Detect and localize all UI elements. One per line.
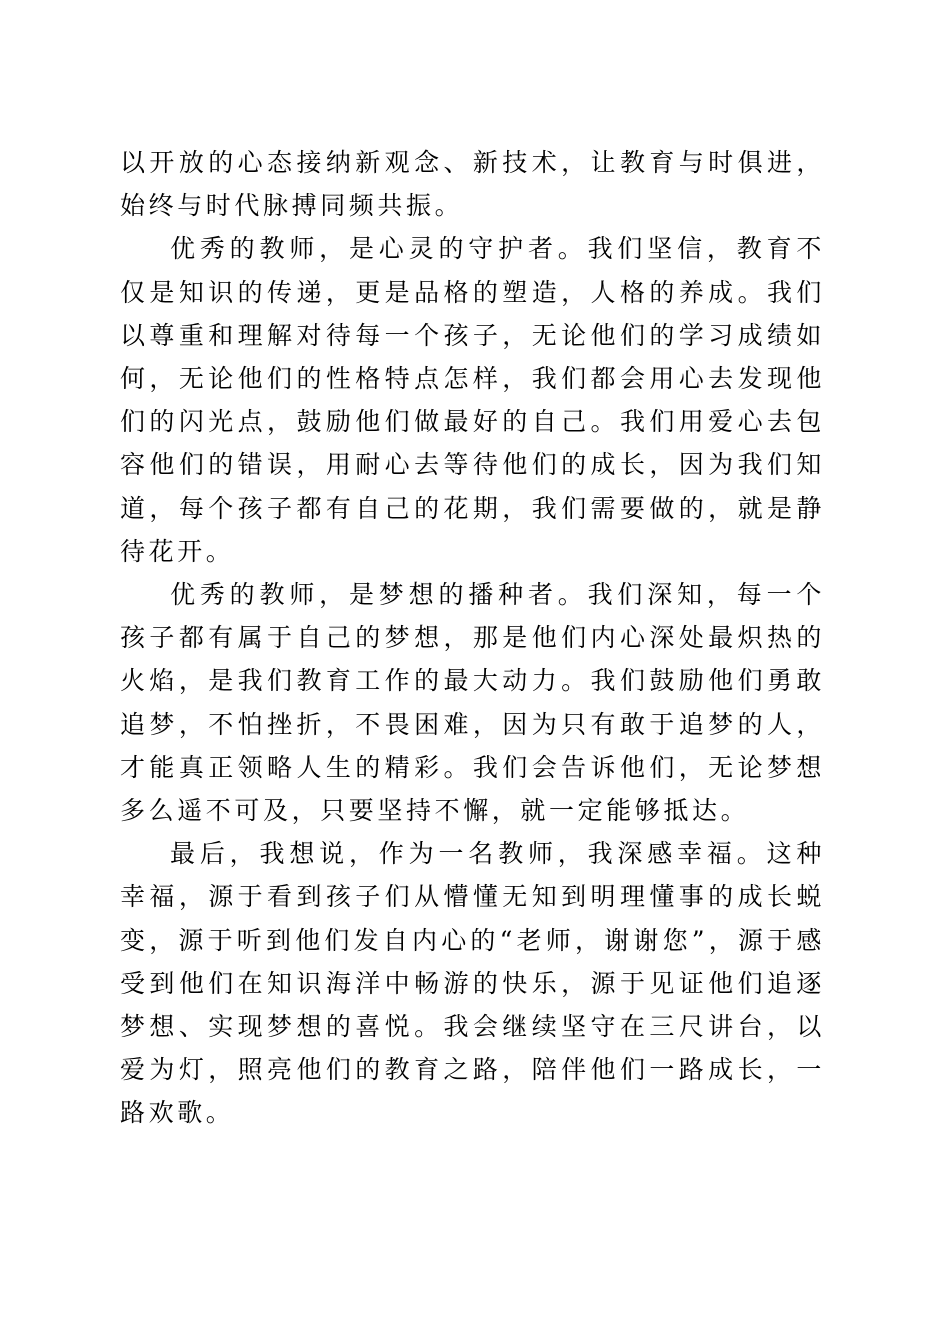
paragraph-continuation: 以开放的心态接纳新观念、新技术，让教育与时俱进，始终与时代脉搏同频共振。: [120, 148, 825, 221]
paragraph-heart-guardian: 优秀的教师，是心灵的守护者。我们坚信，教育不仅是知识的传递，更是品格的塑造，人格的养成。我们以尊重和理解对待每一个孩子，无论他们的学习成绩如何，无论他们的性格特点怎样，我们都会用心去发现他们的闪光点，鼓励他们做最好的自己。我们用爱心去包容他们的错误，用耐心去等待他们的成长，因为我们知道，每个孩子都有自己的花期，我们需要做的，就是静待花开。: [120, 234, 825, 566]
document-body: [120, 141, 825, 1135]
paragraph-dream-sower: 优秀的教师，是梦想的播种者。我们深知，每一个孩子都有属于自己的梦想，那是他们内心深处最炽热的火焰，是我们教育工作的最大动力。我们鼓励他们勇敢追梦，不怕挫折，不畏困难，因为只有敢于追梦的人，才能真正领略人生的精彩。我们会告诉他们，无论梦想多么遥不可及，只要坚持不懈，就一定能够抵达。: [120, 580, 825, 826]
paragraph-conclusion: 最后，我想说，作为一名教师，我深感幸福。这种幸福，源于看到孩子们从懵懂无知到明理懂事的成长蜕变，源于听到他们发自内心的“老师，谢谢您”，源于感受到他们在知识海洋中畅游的快乐，源于见证他们追逐梦想、实现梦想的喜悦。我会继续坚守在三尺讲台，以爱为灯，照亮他们的教育之路，陪伴他们一路成长，一路欢歌。: [120, 839, 825, 1128]
